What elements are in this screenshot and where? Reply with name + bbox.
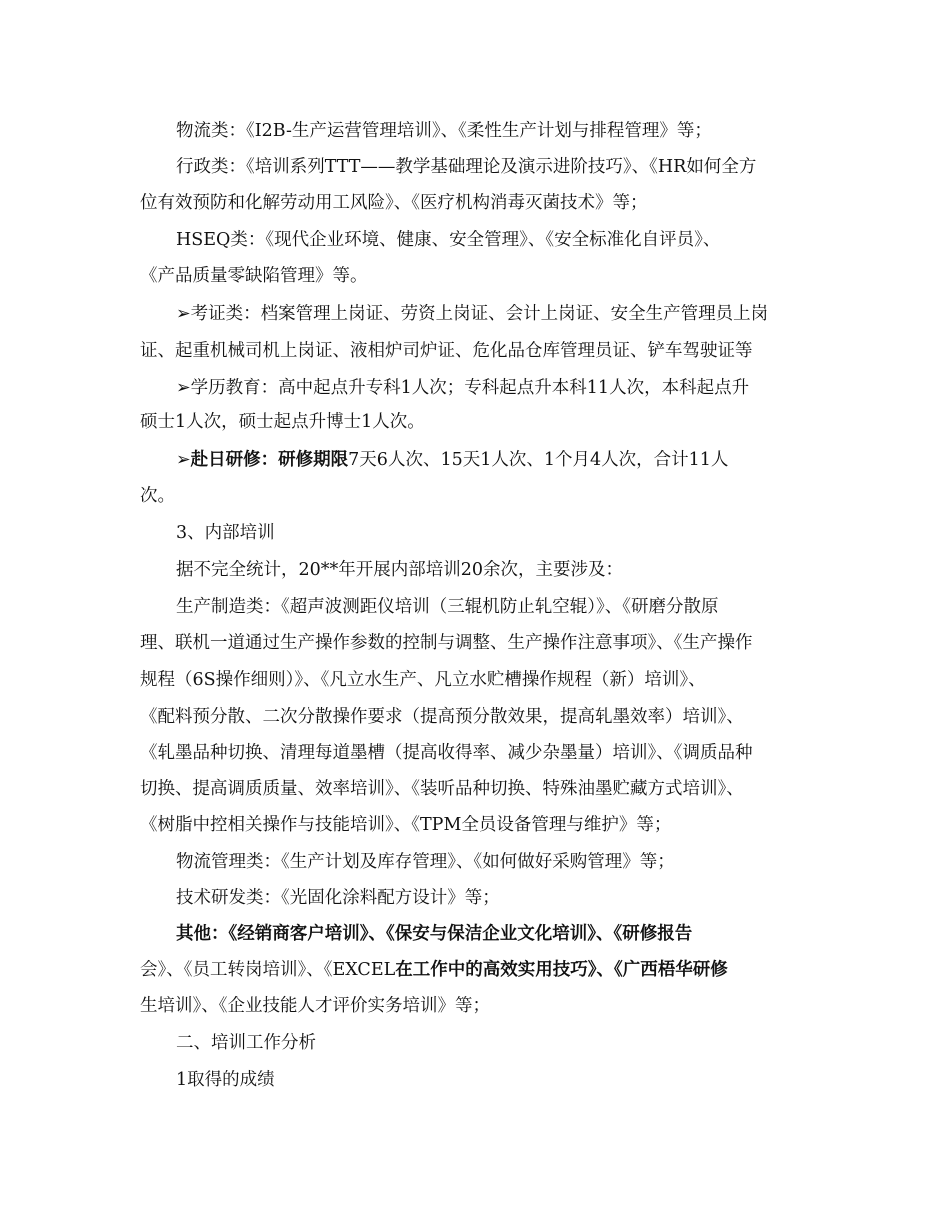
para-production-line-2: 理、联机一道通过生产操作参数的控制与调整、生产操作注意事项》、《生产操作 [140,633,753,653]
study-period-label: 研修期限 [278,450,349,470]
para-production-line-5: 《轧墨品种切换、清理每道墨槽（提高收得率、减少杂墨量）培训》、《调质品种 [140,743,753,763]
para-other-line-3: 生培训》、《企业技能人才评价实务培训》等； [140,996,490,1016]
para-production-line-7: 《树脂中控相关操作与技能培训》、《TPM全员设备管理与维护》等； [140,815,672,835]
japan-study-label: 赴日研修： [190,450,279,470]
para-other-line-1: 其他：《经销商客户培训》、《保安与保洁企业文化培训》、《研修报告 [176,924,693,944]
para-production-line-6: 切换、提高调质质量、效率培训》、《装听品种切换、特殊油墨贮藏方式培训》、 [140,779,744,799]
para-certificates-line-1: ➢考证类：档案管理上岗证、劳资上岗证、会计上岗证、安全生产管理员上岗 [176,304,769,324]
other-line-2-bold: 在工作中的高效实用技巧》、《广西梧华研修 [395,960,728,980]
para-logistics: 物流类：《I2B-生产运营管理培训》、《柔性生产计划与排程管理》等； [176,121,712,141]
japan-study-detail: 7天6人次、15天1人次、1个月4人次，合计11人 [348,450,729,470]
para-hseq-line-1: HSEQ类：《现代企业环境、健康、安全管理》、《安全标准化自评员》、 [176,230,721,250]
heading-achievements: 1取得的成绩 [176,1070,275,1090]
para-japan-study-line-1 [176,449,728,471]
para-logistics-management: 物流管理类：《生产计划及库存管理》、《如何做好采购管理》等； [176,852,675,872]
para-statistics: 据不完全统计，20**年开展内部培训20余次，主要涉及： [176,560,624,580]
para-admin-line-1: 行政类：《培训系列TTT——教学基础理论及演示进阶技巧》、《HR如何全方 [176,157,757,177]
para-hseq-line-2: 《产品质量零缺陷管理》等。 [140,266,368,286]
heading-training-analysis: 二、培训工作分析 [176,1033,316,1053]
para-rnd: 技术研发类：《光固化涂料配方设计》等； [176,888,500,908]
para-admin-line-2: 位有效预防和化解劳动用工风险》、《医疗机构消毒灭菌技术》等； [140,193,648,213]
para-other-line-2 [140,959,728,981]
para-japan-study-line-2: 次。 [140,486,175,506]
para-education-line-2: 硕士1人次，硕士起点升博士1人次。 [140,412,425,432]
para-education-line-1: ➢学历教育：高中起点升专科1人次；专科起点升本科11人次，本科起点升 [176,378,750,398]
heading-internal-training: 3、内部培训 [176,523,275,543]
para-certificates-line-2: 证、起重机械司机上岗证、液相炉司炉证、危化品仓库管理员证、铲车驾驶证等 [140,341,753,361]
para-production-line-3: 规程（6S操作细则）》、《凡立水生产、凡立水贮槽操作规程（新）培训》、 [140,670,706,690]
para-production-line-4: 《配料预分散、二次分散操作要求（提高预分散效果，提高轧墨效率）培训》、 [140,707,744,727]
para-production-line-1: 生产制造类：《超声波测距仪培训（三辊机防止轧空辊）》、《研磨分散原 [176,597,719,617]
other-line-2-regular: 会》、《员工转岗培训》、《EXCEL [140,960,396,980]
bullet-marker: ➢ [176,450,191,470]
